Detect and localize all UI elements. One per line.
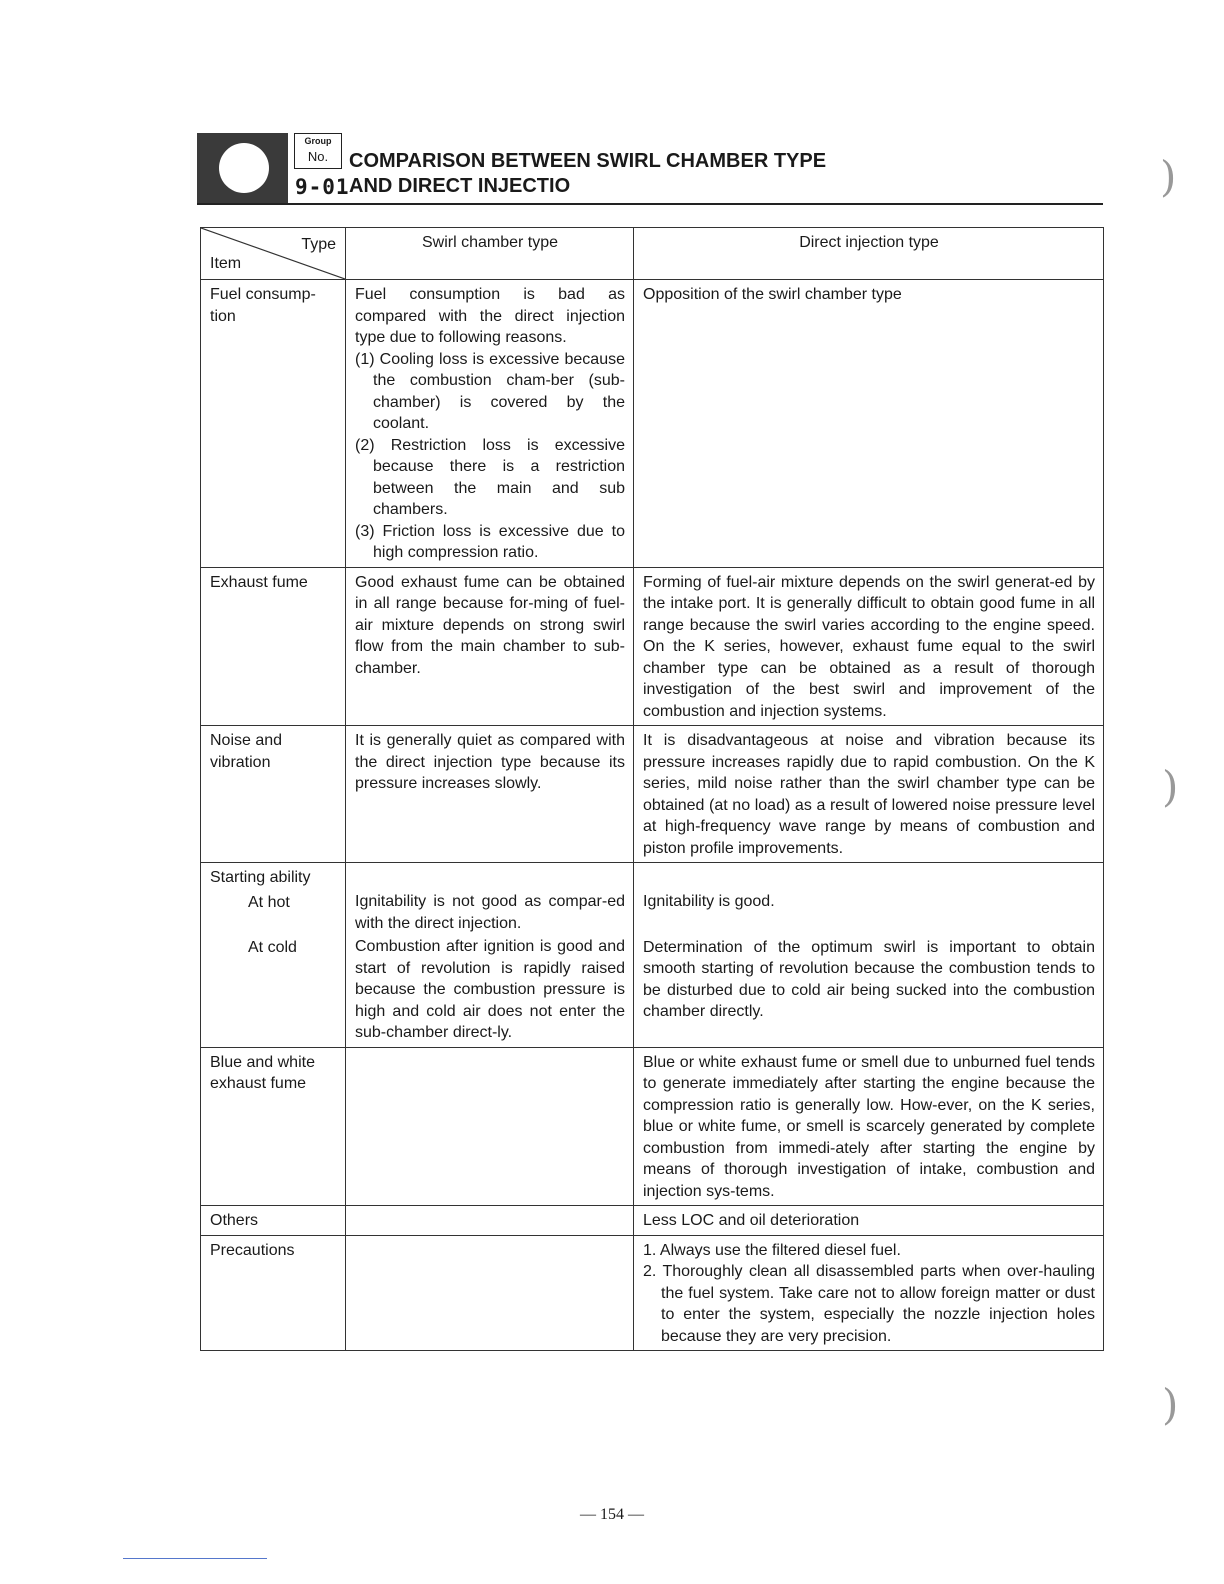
page-title-line2: AND DIRECT INJECTIO [349,175,571,197]
page-number: — 154 — [580,1506,644,1523]
table-row-exhaust-fume [201,567,1104,726]
corner-type-label: Type [301,236,336,253]
precaution-1: 1. Always use the filtered diesel fuel. [643,1241,901,1259]
swirl-cell-empty [346,1235,634,1351]
table-row-blue-white-fume [201,1047,1104,1206]
comparison-table [200,227,1104,1351]
table-row-fuel-consumption [201,280,1104,568]
page-header [197,131,1103,207]
direct-cell: Opposition of the swirl chamber type [634,280,1104,568]
no-label: No. [307,149,329,164]
at-cold-label: At cold [248,939,297,956]
swirl-cell-empty [346,1206,634,1236]
direct-hot-text: Ignitability is good. [643,893,775,910]
group-code: 9-01 [295,175,350,199]
swirl-reason-1: (1) Cooling loss is excessive because the combustion cham-ber (sub-chamber) is covered by the coolant. [355,350,625,432]
table-row-starting-ability [201,863,1104,1048]
row-item-label: Noise and vibration [201,726,346,863]
swirl-cell-empty [346,1047,634,1206]
table-row-noise-vibration [201,726,1104,863]
group-label: Group [304,136,332,146]
direct-cold-text: Determination of the optimum swirl is important to obtain smooth starting of revolution because the combustion tends to be disturbed due to cold air being sucked into the combustion chamber directly. [643,938,1095,1020]
binding-mark: ) [1162,1380,1179,1429]
binding-mark: ) [1160,152,1177,201]
group-number-box [294,133,342,169]
direct-cell [634,863,1104,1048]
swirl-hot-text: Ignitability is not good as compar-ed with the direct injection. [355,893,625,932]
row-item-label: Fuel consump-tion [201,280,346,568]
scan-artifact-line [123,1558,267,1559]
column-header-direct: Direct injection type [634,228,1104,280]
swirl-cell: Good exhaust fume can be obtained in all range because for-ming of fuel-air mixture depends on strong swirl flow from the main chamber to sub-chamber. [346,567,634,726]
table-row-precautions [201,1235,1104,1351]
direct-cell: Forming of fuel-air mixture depends on the swirl generat-ed by the intake port. It is generally difficult to obtain good fume in all range because the swirl varies according to the engine speed. On the K series, however, exhaust fume equal to the swirl chamber type can be obtained as a result of thorough investigation of the best swirl and improvement of the combustion and injection systems. [634,567,1104,726]
swirl-cell: It is generally quiet as compared with the direct injection type because its pressure increases slowly. [346,726,634,863]
page-title-line1: COMPARISON BETWEEN SWIRL CHAMBER TYPE [349,150,827,172]
swirl-cell [346,280,634,568]
binding-mark: ) [1162,762,1179,811]
swirl-cold-text: Combustion after ignition is good and start of revolution is rapidly raised because the combustion pressure is high and cold air does not enter the sub-chamber direct-ly. [355,938,625,1041]
row-item-label: Starting ability [210,869,311,886]
table-header-row [201,228,1104,280]
circle-icon [219,143,269,193]
swirl-cell [346,863,634,1048]
column-header-swirl: Swirl chamber type [346,228,634,280]
swirl-reason-3: (3) Friction loss is excessive due to high compression ratio. [355,522,625,561]
row-item-label: Blue and white exhaust fume [201,1047,346,1206]
row-item-label: Precautions [201,1235,346,1351]
swirl-intro-text: Fuel consumption is bad as compared with the direct injection type due to following reasons. [355,286,625,346]
header-rule [197,203,1103,205]
row-item-label: Others [201,1206,346,1236]
at-hot-label: At hot [248,893,290,911]
section-badge [197,133,288,203]
corner-item-label: Item [210,254,242,272]
swirl-reason-2: (2) Restriction loss is excessive because there is a restriction between the main and sub chambers. [355,436,625,518]
direct-cell: It is disadvantageous at noise and vibration because its pressure increases rapidly due to rapid combustion. On the K series, mild noise rather than the swirl chamber type can be obtained (at no load) as a result of lowered noise pressure level at high-frequency wave range by means of combustion and piston profile improvements. [634,726,1104,863]
direct-cell: Blue or white exhaust fume or smell due to unburned fuel tends to generate immediately after starting the engine because the compression ratio is generally low. How-ever, on the K series, blue or white fume, or smell is scarcely generated by complete combustion from immedi-ately after starting the engine by means of thorough investigation of intake, combustion and injection sys-tems. [634,1047,1104,1206]
precaution-2: 2. Thoroughly clean all disassembled parts when over-hauling the fuel system. Take care not to allow foreign matter or dust to enter the system, especially the nozzle injection holes because they are very precision. [643,1263,1095,1345]
row-item-starting [201,863,346,1048]
corner-header-cell [201,228,346,280]
row-item-label: Exhaust fume [201,567,346,726]
table-row-others [201,1206,1104,1236]
direct-cell [634,1235,1104,1351]
direct-cell: Less LOC and oil deterioration [634,1206,1104,1236]
